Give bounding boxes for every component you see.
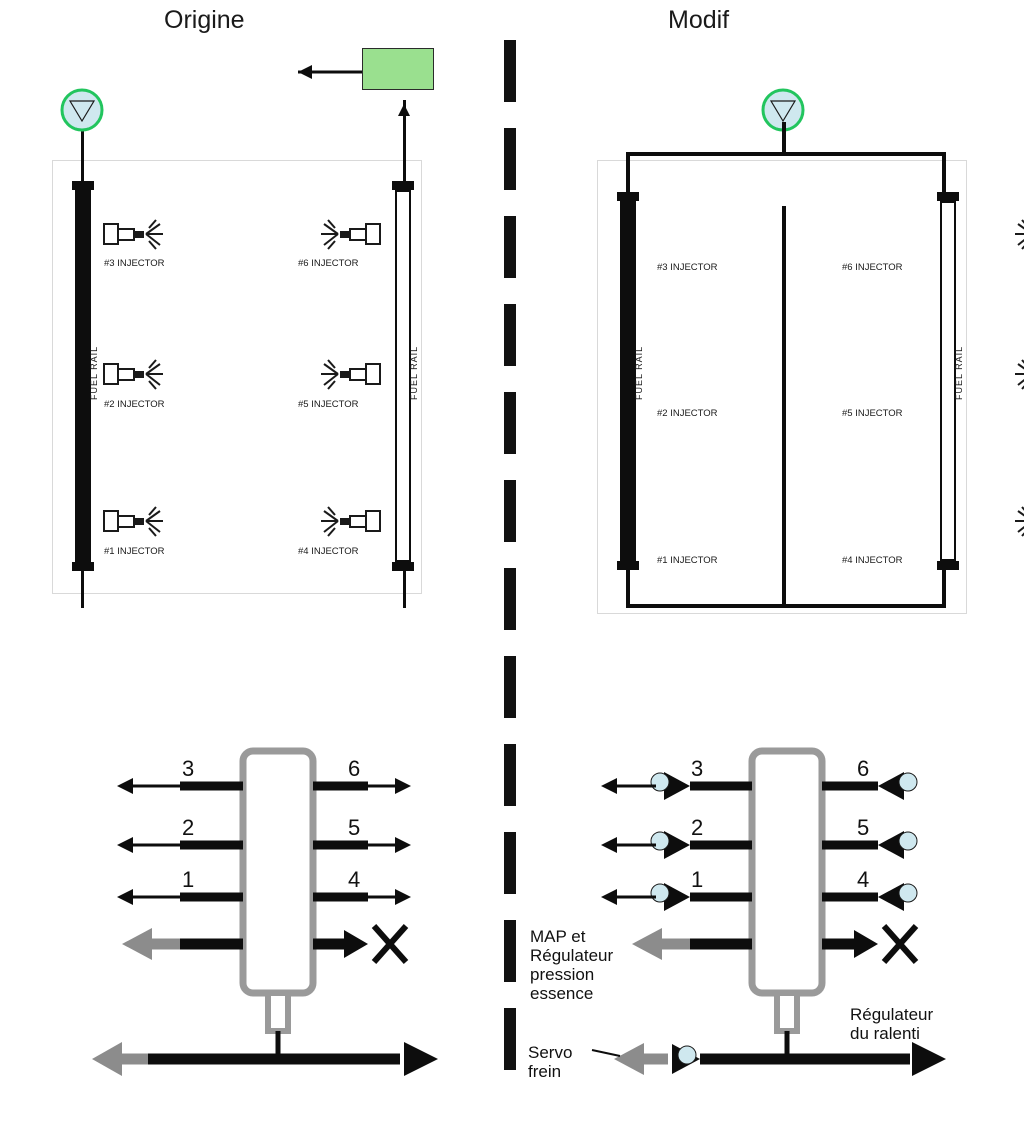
bottom-manifold-line-right <box>626 604 946 608</box>
center-return-line-right <box>782 206 786 606</box>
injector-label-1-right: #1 INJECTOR <box>657 555 718 566</box>
bottom-left-riser-right <box>626 566 630 608</box>
runner-number-left-2-mod: 2 <box>691 815 704 840</box>
rail-cap-top-right-2 <box>937 192 959 201</box>
runner-number-left-1: 1 <box>182 867 195 892</box>
injector-label-4-left: #4 INJECTOR <box>298 546 359 557</box>
fuel-rail-label-right-2: FUEL RAIL <box>954 345 964 400</box>
fuel-pressure-regulator-left <box>362 48 434 90</box>
panel-title-right: Modif <box>668 6 730 34</box>
top-right-drop-right <box>942 152 946 194</box>
runner-number-left-3-mod: 3 <box>691 756 704 781</box>
injector-label-2-right: #2 INJECTOR <box>657 408 718 419</box>
runner-number-right-5-mod: 5 <box>857 815 870 840</box>
injector-label-2-left: #2 INJECTOR <box>104 399 165 410</box>
injector-label-4-right: #4 INJECTOR <box>842 555 903 566</box>
fuel-rail-label-right: FUEL RAIL <box>409 345 419 400</box>
annotation-map-regulator: MAP et Régulateur pression essence <box>530 927 614 1003</box>
manifold-left-graphics <box>92 751 438 1076</box>
top-manifold-line-right <box>626 152 946 156</box>
pump-feed-line-right <box>782 122 786 154</box>
injector-label-3-left: #3 INJECTOR <box>104 258 165 269</box>
annotation-servo-brake: Servo frein <box>528 1043 573 1081</box>
runner-number-right-5: 5 <box>348 815 361 840</box>
injector-label-6-left: #6 INJECTOR <box>298 258 359 269</box>
injector-label-5-left: #5 INJECTOR <box>298 399 359 410</box>
injector-label-6-right: #6 INJECTOR <box>842 262 903 273</box>
rail-cap-bottom-right-2 <box>937 561 959 570</box>
runner-number-right-6-mod: 6 <box>857 756 870 781</box>
bottom-right-riser-right <box>942 566 946 608</box>
runner-number-right-4: 4 <box>348 867 361 892</box>
top-left-drop-right <box>626 152 630 194</box>
runner-number-left-2: 2 <box>182 815 195 840</box>
annotation-idle-regulator: Régulateur du ralenti <box>850 1005 934 1043</box>
fuel-rail-label-left-2: FUEL RAIL <box>634 345 644 400</box>
runner-number-right-4-mod: 4 <box>857 867 870 892</box>
runner-number-right-6: 6 <box>348 756 361 781</box>
injector-label-5-right: #5 INJECTOR <box>842 408 903 419</box>
panel-title-left: Origine <box>164 6 245 34</box>
fuel-rail-label-left: FUEL RAIL <box>89 345 99 400</box>
runner-number-left-1-mod: 1 <box>691 867 704 892</box>
injector-label-1-left: #1 INJECTOR <box>104 546 165 557</box>
injector-label-3-right: #3 INJECTOR <box>657 262 718 273</box>
runner-number-left-3: 3 <box>182 756 195 781</box>
fuel-pump-left <box>62 90 102 130</box>
